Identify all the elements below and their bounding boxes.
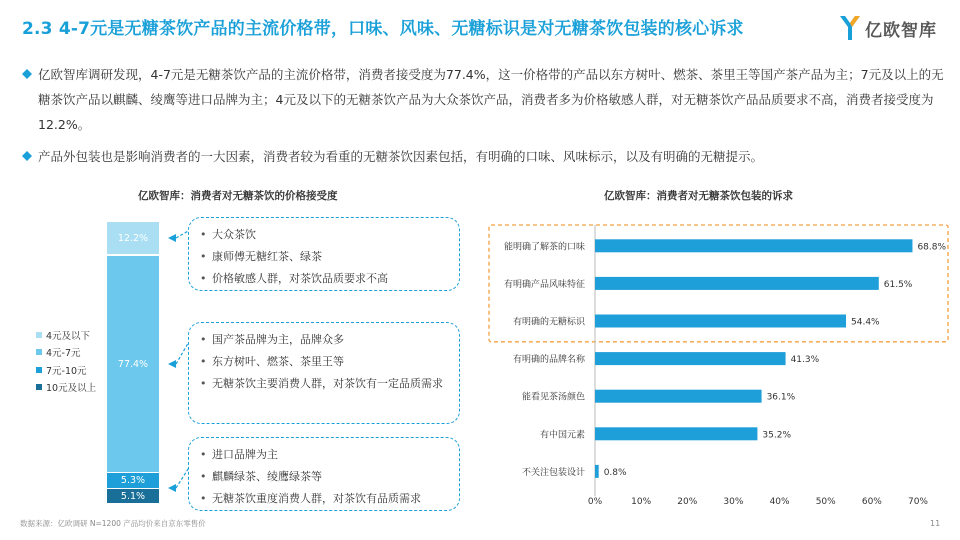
legend-label: 4元-7元 — [46, 348, 81, 360]
callout-item: • 无糖茶饮重度消费人群，对茶饮有品质需求 — [199, 488, 449, 510]
bar — [595, 315, 846, 328]
bar — [595, 390, 762, 403]
tick-label: 40% — [769, 497, 790, 507]
callout-item: • 进口品牌为主 — [199, 444, 449, 466]
bar — [595, 465, 599, 478]
tick-label: 60% — [861, 497, 882, 507]
value-label: 0.8% — [603, 467, 627, 478]
bullet-text: 产品外包装也是影响消费者的一大因素，消费者较为看重的无糖茶饮因素包括，有明确的口味、风味标示，以及有明确的无糖提示。 — [38, 149, 764, 164]
bullet-text: 亿欧智库调研发现，4-7元是无糖茶饮产品的主流价格带，消费者接受度为77.4%，这一价格带的产品以东方树叶、燃茶、茶里王等国产茶产品为主；7元及以上的无糖茶饮产品以麒麟、绫鹰等进口品牌为主；4元及以下的无糖茶饮产品为大众茶饮产品，消费者多为价格敏感人群，对无糖茶饮产品品质要求不高，消费者接受度为12.2%。 — [38, 67, 944, 132]
tick-label: 50% — [815, 497, 836, 507]
tick-label: 10% — [631, 497, 652, 507]
category-label: 有明确的无糖标识 — [512, 317, 585, 328]
legend-label: 10元及以上 — [46, 383, 97, 395]
callout-item: • 国产茶品牌为主，品牌众多 — [199, 329, 449, 351]
tick-label: 20% — [677, 497, 698, 507]
segment-label: 77.4% — [117, 358, 149, 370]
category-label: 能看见茶汤颜色 — [521, 392, 585, 403]
bar — [595, 239, 912, 252]
tick-label: 0% — [587, 497, 603, 507]
value-label: 35.2% — [762, 430, 792, 441]
page-title: 2.3 4-7元是无糖茶饮产品的主流价格带，口味、风味、无糖标识是对无糖茶饮包装的核心诉求 — [22, 19, 744, 39]
tick-label: 30% — [723, 497, 744, 507]
callout-item: • 麒麟绿茶、绫鹰绿茶等 — [199, 466, 449, 488]
segment-label: 12.2% — [117, 232, 149, 244]
segment-label: 5.3% — [120, 475, 146, 486]
value-label: 41.3% — [790, 355, 820, 366]
callout-item: • 东方树叶、燃茶、茶里王等 — [199, 351, 449, 373]
bar — [595, 427, 757, 440]
category-label: 有中国元素 — [539, 430, 585, 441]
category-label: 有明确的品牌名称 — [512, 355, 585, 366]
callout-item: • 价格敏感人群，对茶饮品质要求不高 — [199, 268, 449, 290]
category-label: 能明确了解茶的口味 — [503, 242, 585, 253]
right-chart-title: 亿欧智库：消费者对无糖茶饮包装的诉求 — [604, 190, 793, 202]
callout-item: • 大众茶饮 — [199, 224, 449, 246]
callout-item: • 无糖茶饮主要消费人群，对茶饮有一定品质需求 — [199, 373, 449, 395]
value-label: 54.4% — [851, 317, 880, 328]
value-label: 36.1% — [766, 392, 796, 403]
legend-label: 7元-10元 — [46, 365, 87, 377]
left-chart-title: 亿欧智库：消费者对无糖茶饮的价格接受度 — [138, 190, 338, 202]
category-label: 不关注包装设计 — [521, 467, 585, 478]
bar — [595, 352, 786, 365]
category-label: 有明确产品风味特征 — [503, 279, 585, 290]
value-label: 68.8% — [917, 242, 947, 253]
value-label: 61.5% — [883, 279, 913, 290]
segment-label: 5.1% — [120, 490, 146, 502]
bar — [595, 277, 879, 290]
source-note: 数据来源：亿欧调研 N=1200 产品均价来自京东零售价 — [20, 519, 206, 528]
tick-label: 70% — [907, 497, 929, 507]
logo-text: 亿欧智库 — [865, 20, 937, 41]
legend-label: 4元及以下 — [46, 330, 91, 342]
callout-item: • 康师傅无糖红茶、绿茶 — [199, 246, 449, 268]
page-number: 11 — [930, 519, 941, 528]
